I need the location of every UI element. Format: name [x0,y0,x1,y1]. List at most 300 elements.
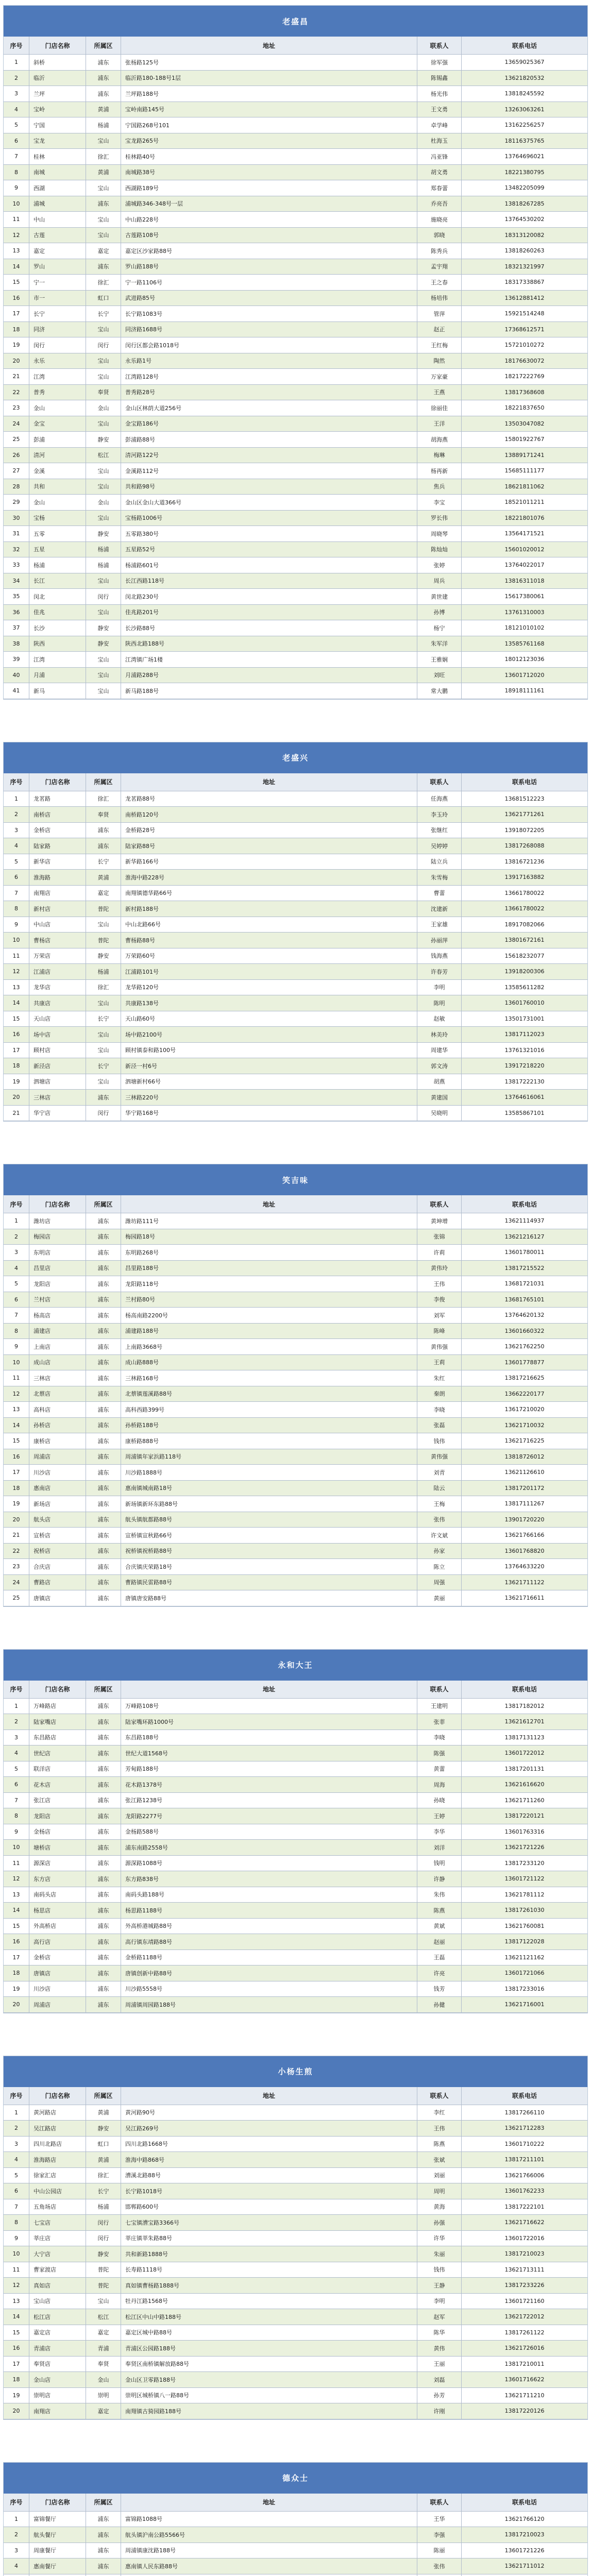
header-district: 所属区 [86,773,121,791]
cell-contact: 朱雪梅 [417,870,462,886]
cell-no: 4 [4,102,29,118]
table-header [4,2494,587,2512]
cell-no: 3 [4,2137,29,2153]
cell-no: 10 [4,196,29,212]
table-body [4,2105,587,2419]
cell-address: 桂林路40号 [121,149,417,165]
cell-no: 17 [4,306,29,322]
cell-address: 南翔镇古猗园路188号 [121,2403,417,2419]
cell-store-name: 东昌路店 [29,1730,86,1746]
cell-no: 7 [4,1308,29,1324]
cell-store-name: 金溪 [29,463,86,479]
table-row [4,1919,587,1935]
cell-district: 宝山 [86,605,121,621]
cell-phone: 13659025367 [462,55,587,71]
cell-phone: 13661780022 [462,901,587,917]
header-district: 所属区 [86,1195,121,1213]
cell-address: 普秀路28号 [121,385,417,401]
header-contact: 联系人 [417,1681,462,1699]
table-row [4,1997,587,2013]
table-row [4,275,587,291]
table-row [4,1714,587,1730]
cell-contact: 黄丽 [417,1590,462,1606]
cell-contact: 陈立 [417,1559,462,1575]
cell-phone: 13817233120 [462,1856,587,1872]
header-no: 序号 [4,2087,29,2105]
cell-phone [462,2574,587,2576]
cell-address: 青浦区公园路188号 [121,2341,417,2357]
cell-contact: 刘军 [417,1308,462,1324]
cell-contact: 孟宇翔 [417,259,462,275]
cell-district: 嘉定 [86,2403,121,2419]
table-row [4,1544,587,1560]
table-row [4,980,587,996]
cell-store-name: 惠南餐厅 [29,2558,86,2574]
cell-store-name: 联洋店 [29,1761,86,1777]
section-title: 小杨生煎 [4,2056,587,2087]
table-row [4,463,587,479]
cell-contact: 张婷 [417,557,462,573]
cell-no: 38 [4,636,29,652]
cell-phone: 13621711122 [462,1575,587,1591]
cell-contact: 施晓亮 [417,212,462,228]
cell-district: 普陀 [86,901,121,917]
cell-contact: 李强 [417,2527,462,2543]
cell-store-name: 张江店 [29,1793,86,1809]
cell-store-name: 宣桥店 [29,1528,86,1544]
cell-no: 20 [4,353,29,369]
cell-district: 宝山 [86,2294,121,2310]
cell-address: 南翔镇德华路66号 [121,886,417,902]
table-row [4,2183,587,2199]
cell-contact: 林美玲 [417,1027,462,1043]
table-row [4,2543,587,2559]
cell-address: 高行镇东靖路88号 [121,1934,417,1950]
cell-phone: 15601020012 [462,542,587,558]
table-row [4,1229,587,1245]
store-table-section [3,2056,588,2420]
cell-address: 杨浦路601号 [121,557,417,573]
cell-contact: 周建华 [417,1043,462,1059]
cell-store-name: 华宁店 [29,1106,86,1122]
cell-district: 浦东 [86,1386,121,1402]
cell-store-name: 奉贤店 [29,2357,86,2372]
cell-district: 浦东 [86,1324,121,1340]
cell-phone: 13621721226 [462,1840,587,1856]
table-row [4,1402,587,1418]
cell-phone: 13817261122 [462,2325,587,2341]
header-no: 序号 [4,37,29,55]
cell-no: 32 [4,542,29,558]
cell-contact: 王梅 [417,1496,462,1512]
cell-phone: 18221380795 [462,165,587,181]
table-row [4,1512,587,1528]
cell-phone: 15618232077 [462,948,587,964]
cell-contact: 万家豪 [417,369,462,385]
cell-district: 浦东 [86,1528,121,1544]
cell-address: 长沙路88号 [121,620,417,636]
cell-district: 崇明 [86,2388,121,2404]
cell-no: 14 [4,1903,29,1919]
cell-contact: 胡文勇 [417,165,462,181]
cell-store-name: 闵行 [29,337,86,353]
cell-store-name: 南翔店 [29,2403,86,2419]
cell-address: 唐镇创新中路88号 [121,1965,417,1981]
cell-no: 19 [4,2388,29,2404]
cell-district: 浦东 [86,1871,121,1887]
cell-no: 4 [4,1745,29,1761]
cell-no: 22 [4,1544,29,1560]
cell-no: 5 [4,1276,29,1292]
cell-contact: 王红梅 [417,337,462,353]
cell-no: 2 [4,1229,29,1245]
cell-phone: 13617210020 [462,1402,587,1418]
cell-district: 闵行 [86,2231,121,2247]
cell-contact: 周兵 [417,573,462,589]
cell-store-name: 淮海路 [29,870,86,886]
cell-no: 1 [4,2105,29,2121]
cell-no: 1 [4,2512,29,2528]
cell-district: 浦东 [86,1465,121,1481]
cell-contact: 陈峰 [417,1324,462,1340]
table-row [4,589,587,605]
table-row [4,1761,587,1777]
cell-store-name: 潍坊店 [29,1213,86,1229]
table-row [4,2137,587,2153]
cell-district: 宝山 [86,1027,121,1043]
cell-district: 浦东 [86,1418,121,1434]
cell-store-name: 惠南店 [29,1481,86,1497]
cell-district: 浦东 [86,1997,121,2013]
cell-contact: 胡海燕 [417,432,462,448]
cell-address: 共康路138号 [121,995,417,1011]
header-address: 地址 [121,37,417,55]
table-row [4,683,587,699]
cell-no: 15 [4,2325,29,2341]
cell-address: 源深路1088号 [121,1856,417,1872]
cell-address: 东明路268号 [121,1245,417,1261]
table-row [4,495,587,511]
cell-district: 松江 [86,2309,121,2325]
cell-contact: 罗长伟 [417,511,462,527]
cell-store-name: 古莲 [29,228,86,244]
cell-district: 奉贤 [86,385,121,401]
cell-store-name: 佳兆 [29,605,86,621]
header-store: 门店名称 [29,37,86,55]
cell-phone: 13621781112 [462,1887,587,1903]
cell-district: 浦东 [86,1793,121,1809]
cell-contact: 许春芳 [417,964,462,980]
cell-no: 8 [4,2215,29,2231]
cell-no: 18 [4,2372,29,2388]
cell-store-name: 唐镇店 [29,1965,86,1981]
cell-district: 长宁 [86,306,121,322]
cell-address: 龙华路120号 [121,980,417,996]
cell-phone: 13817211101 [462,2152,587,2168]
cell-address: 梅园路18号 [121,1229,417,1245]
cell-store-name: 南城 [29,165,86,181]
table-row [4,180,587,196]
cell-store-name: 宝山店 [29,2294,86,2310]
cell-phone: 13601780011 [462,1245,587,1261]
cell-phone: 13601716622 [462,2372,587,2388]
table-row [4,2231,587,2247]
cell-contact: 周明 [417,2183,462,2199]
cell-district: 浦东 [86,1903,121,1919]
cell-phone: 13621216127 [462,1229,587,1245]
cell-phone: 13482205099 [462,180,587,196]
cell-address: 邯郸路600号 [121,2199,417,2215]
cell-phone: 13621612701 [462,1714,587,1730]
cell-phone: 13817216625 [462,1370,587,1386]
header-no: 序号 [4,773,29,791]
cell-contact: 杨宁 [417,620,462,636]
cell-district: 浦东 [86,1856,121,1872]
cell-no: 6 [4,1292,29,1308]
cell-phone: 18176630072 [462,353,587,369]
cell-address: 龙阳路118号 [121,1276,417,1292]
cell-phone: 17368612571 [462,322,587,338]
cell-phone: 13817222101 [462,2199,587,2215]
cell-district: 宝山 [86,668,121,684]
header-no: 序号 [4,2494,29,2512]
cell-address: 龙茗路88号 [121,791,417,807]
cell-no: 17 [4,2357,29,2372]
cell-store-name: 陕西 [29,636,86,652]
store-table-section [3,1649,588,2013]
table-row [4,791,587,807]
cell-no: 23 [4,400,29,416]
cell-contact: 任海燕 [417,791,462,807]
table-row [4,385,587,401]
cell-store-name: 彭浦 [29,432,86,448]
cell-district: 浦东 [86,1761,121,1777]
cell-address: 古莲路108号 [121,228,417,244]
cell-contact: 刘旺 [417,668,462,684]
cell-store-name: 黄河路店 [29,2105,86,2121]
header-contact: 联系人 [417,2494,462,2512]
cell-store-name: 祝桥店 [29,1544,86,1560]
cell-address: 航头镇沪南公路5566号 [121,2527,417,2543]
cell-district: 浦东 [86,823,121,839]
cell-no: 19 [4,1074,29,1090]
table-row [4,1699,587,1715]
cell-phone: 13918072205 [462,823,587,839]
table-row [4,917,587,933]
cell-phone: 13564171521 [462,526,587,542]
cell-phone: 13817222130 [462,1074,587,1090]
cell-contact: 冯亚锋 [417,149,462,165]
cell-no: 31 [4,526,29,542]
cell-store-name: 宝岭 [29,102,86,118]
table-row [4,1903,587,1919]
cell-no: 3 [4,1730,29,1746]
cell-contact: 黄蕾 [417,1761,462,1777]
cell-contact: 秦朗 [417,1386,462,1402]
cell-district: 杨浦 [86,557,121,573]
cell-store-name: 金桥店 [29,1950,86,1966]
cell-store-name: 兰坪 [29,86,86,102]
cell-store-name: 宝杨 [29,511,86,527]
cell-store-name: 周浦店 [29,1449,86,1465]
cell-phone: 15685111177 [462,463,587,479]
cell-address: 川沙路5558号 [121,1981,417,1997]
cell-phone: 13621716622 [462,2215,587,2231]
table-row [4,133,587,149]
cell-district: 徐汇 [86,2168,121,2184]
cell-no: 9 [4,180,29,196]
cell-phone: 13816721236 [462,854,587,870]
table-row [4,807,587,823]
cell-district: 长宁 [86,2183,121,2199]
cell-contact: 王雅娴 [417,652,462,668]
cell-no: 26 [4,448,29,464]
table-row [4,212,587,228]
table-row [4,652,587,668]
cell-no: 17 [4,1043,29,1059]
cell-district: 浦东 [86,55,121,71]
cell-contact: 梅琳 [417,448,462,464]
cell-contact: 孙丽萍 [417,933,462,948]
cell-contact: 张菲 [417,1714,462,1730]
cell-district: 宝山 [86,652,121,668]
cell-district [86,2574,121,2576]
cell-store-name: 北蔡店 [29,1386,86,1402]
cell-phone: 18321321997 [462,259,587,275]
table-row [4,243,587,259]
cell-phone: 13621711012 [462,2558,587,2574]
cell-address: 天山路60号 [121,1011,417,1027]
cell-phone: 13263063261 [462,102,587,118]
cell-phone: 13817131123 [462,1730,587,1746]
table-row [4,2262,587,2278]
cell-no: 6 [4,870,29,886]
cell-address: 五星路52号 [121,542,417,558]
cell-no: 13 [4,1402,29,1418]
table-row [4,1465,587,1481]
header-contact: 联系人 [417,773,462,791]
cell-store-name [29,2574,86,2576]
cell-store-name: 临沂 [29,71,86,87]
cell-phone: 13601768820 [462,1544,587,1560]
cell-phone: 13621121162 [462,1950,587,1966]
store-table-section [3,1164,588,1607]
table-row [4,2309,587,2325]
cell-store-name: 桂林 [29,149,86,165]
cell-no: 19 [4,1981,29,1997]
cell-store-name: 新华店 [29,854,86,870]
cell-address: 高科西路399号 [121,1402,417,1418]
cell-phone: 13681765101 [462,1292,587,1308]
cell-address: 金桥路28号 [121,823,417,839]
cell-district: 杨浦 [86,2199,121,2215]
cell-store-name: 成山店 [29,1355,86,1371]
cell-store-name: 三林店 [29,1090,86,1106]
cell-address: 张杨路125号 [121,55,417,71]
cell-contact: 钱伟 [417,2262,462,2278]
cell-contact: 杜海玉 [417,133,462,149]
table-row [4,1292,587,1308]
cell-no: 19 [4,1496,29,1512]
cell-phone: 13621820532 [462,71,587,87]
cell-district: 浦东 [86,1730,121,1746]
cell-no: 15 [4,1433,29,1449]
header-contact: 联系人 [417,2087,462,2105]
cell-store-name: 浦城 [29,196,86,212]
cell-no: 15 [4,1011,29,1027]
cell-contact: 李玉玲 [417,807,462,823]
cell-phone: 13761321016 [462,1043,587,1059]
cell-contact: 朱伟 [417,1887,462,1903]
cell-address: 月浦路288号 [121,668,417,684]
cell-district: 浦东 [86,86,121,102]
cell-phone: 13681721031 [462,1276,587,1292]
cell-district: 徐汇 [86,980,121,996]
cell-no: 18 [4,1481,29,1497]
cell-district: 徐汇 [86,275,121,291]
cell-contact: 赵丽 [417,1934,462,1950]
cell-district: 黄浦 [86,870,121,886]
cell-phone: 13764633220 [462,1559,587,1575]
cell-phone: 13601660322 [462,1324,587,1340]
cell-address: 佳兆路201号 [121,605,417,621]
cell-district: 嘉定 [86,243,121,259]
cell-no: 19 [4,337,29,353]
cell-district: 浦东 [86,1544,121,1560]
cell-address: 龙阳路2277号 [121,1808,417,1824]
table-row [4,511,587,527]
cell-no: 9 [4,1824,29,1840]
cell-phone: 13621114937 [462,1213,587,1229]
table-row [4,605,587,621]
cell-phone: 13817210023 [462,2527,587,2543]
cell-address: 航头镇航都路88号 [121,1512,417,1528]
cell-address [121,2574,417,2576]
cell-address: 昌里路188号 [121,1261,417,1277]
cell-no: 16 [4,1027,29,1043]
cell-address: 南城路38号 [121,165,417,181]
cell-district: 静安 [86,2121,121,2137]
cell-address: 金山区林荫大道256号 [121,400,417,416]
cell-phone: 15921514248 [462,306,587,322]
cell-store-name: 莘庄店 [29,2231,86,2247]
cell-address: 长江西路118号 [121,573,417,589]
cell-no: 1 [4,1699,29,1715]
cell-contact: 王莉 [417,1355,462,1371]
cell-phone: 13621616620 [462,1777,587,1793]
cell-store-name: 长江 [29,573,86,589]
cell-district: 浦东 [86,1919,121,1935]
cell-contact: 王伟 [417,2121,462,2137]
cell-no: 2 [4,71,29,87]
cell-phone: 13817122028 [462,1934,587,1950]
cell-contact: 王家雄 [417,917,462,933]
cell-no: 8 [4,1324,29,1340]
cell-phone: 13621716611 [462,1590,587,1606]
header-store: 门店名称 [29,1195,86,1213]
cell-contact: 李俊 [417,1292,462,1308]
cell-store-name: 金山 [29,495,86,511]
cell-no: 10 [4,1355,29,1371]
cell-contact: 孙芳 [417,2388,462,2404]
cell-address: 陕西北路188号 [121,636,417,652]
cell-contact: 陈燕 [417,1903,462,1919]
cell-contact: 李宝 [417,495,462,511]
cell-store-name: 航头店 [29,1512,86,1528]
cell-address: 金溪路112号 [121,463,417,479]
table-header [4,1681,587,1699]
cell-store-name: 崇明店 [29,2388,86,2404]
